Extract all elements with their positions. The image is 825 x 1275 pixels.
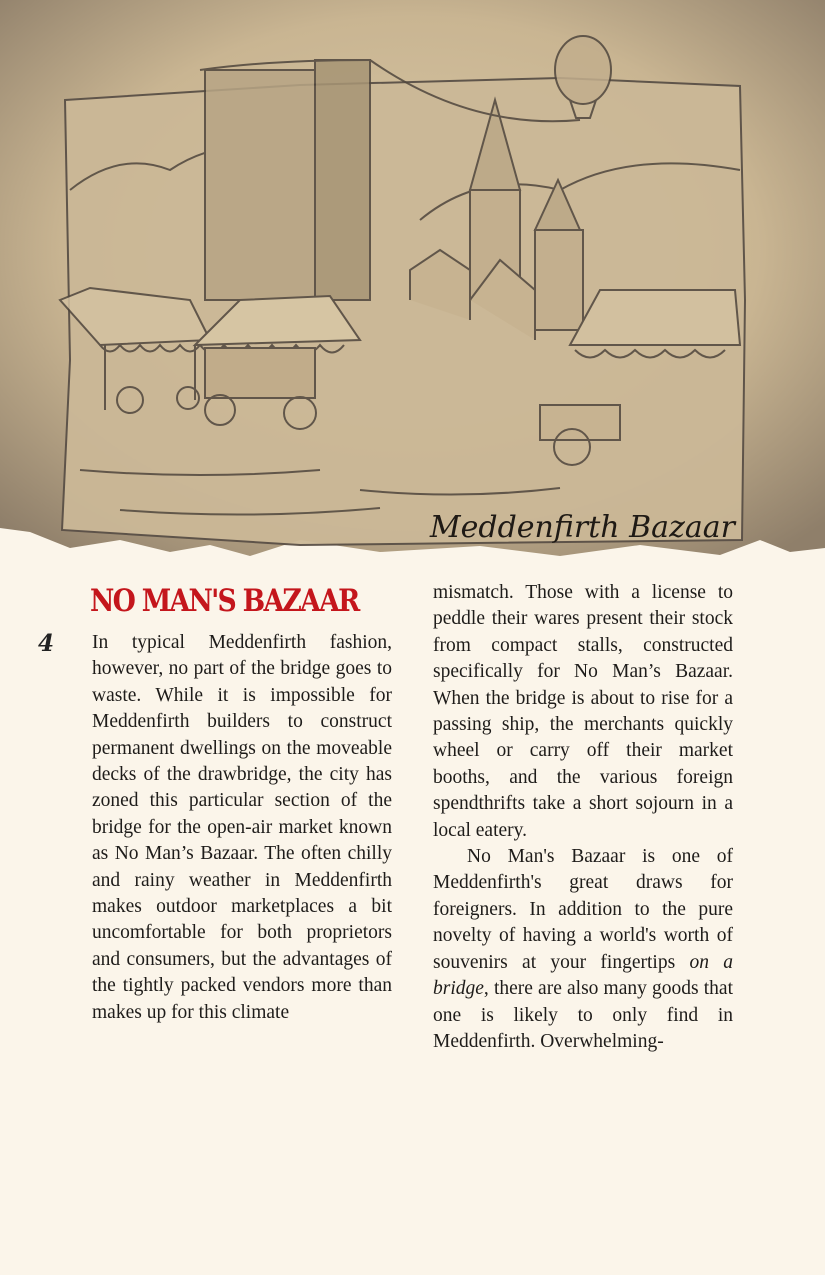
left-column [92,630,392,1026]
body-paragraph: In typical Meddenfirth fashion, however, no part of the bridge goes to waste. While it is impossible for Meddenfirth builders to construct permanent dwellings on the moveable decks of the drawbridge, the city has zoned this particular section of the bridge for the open-air market known as No Man’s Bazaar. The often chilly and rainy weather in Meddenfirth makes outdoor marketplaces a bit uncomfortable for both proprietors and consumers, but the advantages of the tightly packed vendors more than makes up for this climate [92,632,392,1023]
body-paragraph [433,844,733,1055]
page-number: 4 [38,630,55,657]
bazaar-illustration [0,0,825,560]
illustration-caption: Meddenfirth Bazaar [429,510,735,545]
right-column [433,580,733,1055]
paragraph-text: No Man's Bazaar is one of Meddenfirth's great draws for foreigners. In addition to the pure novelty of having a world's worth of souvenirs at your fingertips [433,846,733,973]
emphasis-text: on a bridge [433,951,734,1000]
bazaar-sketch [0,0,825,560]
section-heading: NO MAN'S BAZAAR [90,583,359,619]
body-paragraph: mismatch. Those with a license to peddle their wares present their stock from compact stalls, constructed specifically for No Man’s Bazaar. When the bridge is about to rise for a passing ship, the merchants quickly wheel or carry off their market booths, and the various foreign spendthrifts take a short sojourn in a local eatery. [433,582,733,841]
paragraph-text: , there are also many goods that one is likely to only find in Meddenfirth. Overwhelming- [433,978,733,1052]
